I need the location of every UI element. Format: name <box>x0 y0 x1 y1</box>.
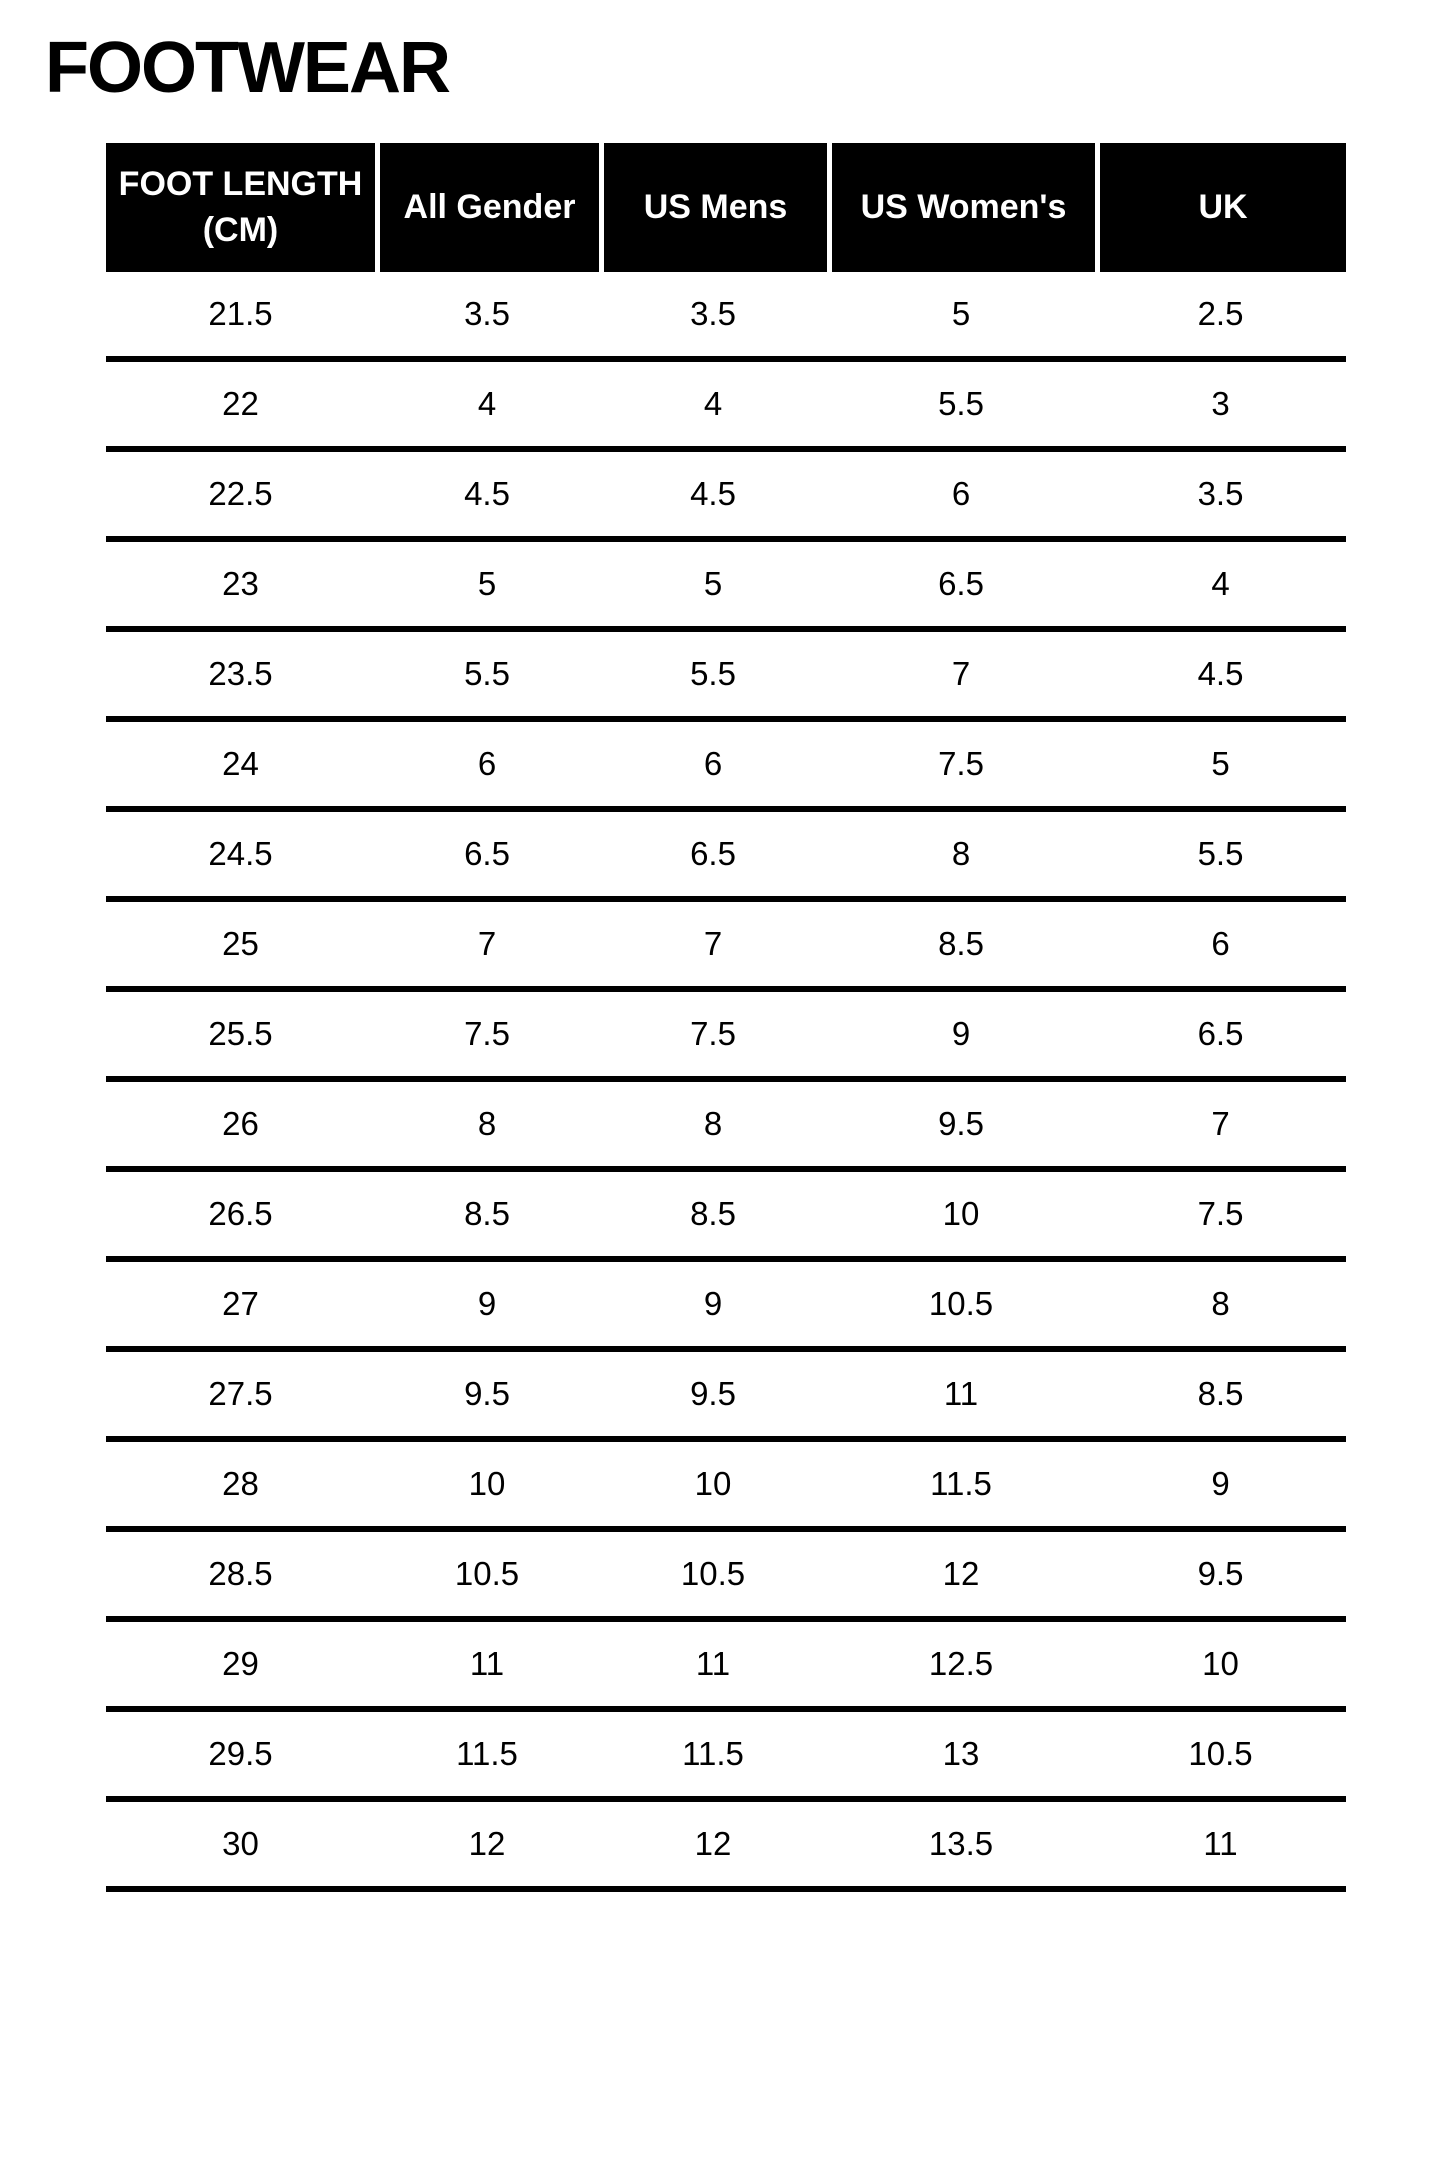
cell-uk: 6.5 <box>1197 1015 1244 1052</box>
cell-all-gender: 6 <box>477 745 497 782</box>
cell-foot-length-cm: 22 <box>222 385 259 422</box>
table-row <box>106 272 1346 362</box>
cell-foot-length-cm: 23 <box>222 565 259 602</box>
cell-foot-length-cm: 24 <box>222 745 259 782</box>
cell-all-gender: 11 <box>469 1645 505 1682</box>
cell-all-gender: 11.5 <box>456 1735 518 1772</box>
cell-us-mens: 10 <box>694 1465 732 1502</box>
cell-us-womens: 10.5 <box>928 1285 994 1322</box>
cell-us-womens: 12 <box>942 1555 980 1592</box>
page-title: FOOTWEAR <box>45 28 449 108</box>
cell-us-womens: 9 <box>951 1015 971 1052</box>
cell-uk: 9 <box>1211 1465 1230 1502</box>
cell-foot-length-cm: 24.5 <box>208 835 273 872</box>
cell-us-mens: 6.5 <box>690 835 736 872</box>
table-row <box>106 1082 1346 1172</box>
table-row <box>106 1352 1346 1442</box>
cell-us-mens: 10.5 <box>680 1555 746 1592</box>
cell-all-gender: 9 <box>477 1285 497 1322</box>
cell-us-womens: 6.5 <box>938 565 984 602</box>
cell-us-womens: 13.5 <box>928 1825 994 1862</box>
table-header-row <box>106 143 1346 272</box>
cell-foot-length-cm: 26.5 <box>208 1195 273 1232</box>
cell-all-gender: 3.5 <box>464 295 510 332</box>
cell-us-womens: 10 <box>942 1195 980 1232</box>
cell-uk: 8 <box>1211 1285 1230 1322</box>
cell-us-mens: 6 <box>703 745 723 782</box>
column-header-us-womens: US Women's <box>827 143 1095 272</box>
cell-us-womens: 8.5 <box>938 925 984 962</box>
cell-uk: 11 <box>1203 1825 1238 1862</box>
column-header-us-mens: US Mens <box>599 143 827 272</box>
cell-uk: 8.5 <box>1197 1375 1244 1412</box>
cell-uk: 10.5 <box>1188 1735 1253 1772</box>
table-row <box>106 1532 1346 1622</box>
cell-uk: 3 <box>1211 385 1230 422</box>
column-header-all-gender: All Gender <box>375 143 599 272</box>
cell-us-mens: 7.5 <box>690 1015 736 1052</box>
table-row <box>106 542 1346 632</box>
cell-us-womens: 5 <box>951 295 971 332</box>
cell-us-mens: 11 <box>695 1645 731 1682</box>
cell-us-mens: 3.5 <box>690 295 736 332</box>
cell-uk: 4 <box>1211 565 1230 602</box>
size-chart-table <box>106 143 1346 1892</box>
table-row <box>106 362 1346 452</box>
cell-uk: 3.5 <box>1197 475 1244 512</box>
cell-us-womens: 11.5 <box>930 1465 992 1502</box>
cell-foot-length-cm: 22.5 <box>208 475 273 512</box>
cell-all-gender: 10 <box>468 1465 506 1502</box>
table-row <box>106 1802 1346 1892</box>
cell-us-womens: 12.5 <box>928 1645 994 1682</box>
cell-us-womens: 8 <box>951 835 971 872</box>
cell-us-womens: 5.5 <box>938 385 984 422</box>
cell-all-gender: 4 <box>477 385 497 422</box>
table-row <box>106 452 1346 542</box>
cell-foot-length-cm: 25 <box>222 925 259 962</box>
cell-us-mens: 8.5 <box>690 1195 736 1232</box>
cell-all-gender: 5 <box>477 565 497 602</box>
cell-all-gender: 8 <box>477 1105 497 1142</box>
cell-us-mens: 4.5 <box>690 475 736 512</box>
cell-uk: 10 <box>1202 1645 1239 1682</box>
cell-us-womens: 7.5 <box>938 745 984 782</box>
cell-us-mens: 11.5 <box>682 1735 744 1772</box>
column-header-foot-length-cm: FOOT LENGTH (CM) <box>118 164 363 249</box>
table-row <box>106 902 1346 992</box>
cell-uk: 5.5 <box>1197 835 1244 872</box>
cell-foot-length-cm: 25.5 <box>208 1015 273 1052</box>
cell-us-womens: 7 <box>951 655 971 692</box>
cell-uk: 2.5 <box>1197 295 1244 332</box>
cell-foot-length-cm: 21.5 <box>208 295 273 332</box>
cell-all-gender: 7 <box>477 925 497 962</box>
cell-all-gender: 4.5 <box>464 475 510 512</box>
cell-us-mens: 9 <box>703 1285 723 1322</box>
table-row <box>106 1622 1346 1712</box>
cell-us-mens: 7 <box>703 925 723 962</box>
table-row <box>106 812 1346 902</box>
cell-all-gender: 9.5 <box>464 1375 510 1412</box>
cell-all-gender: 7.5 <box>464 1015 510 1052</box>
cell-foot-length-cm: 26 <box>222 1105 259 1142</box>
cell-all-gender: 10.5 <box>454 1555 520 1592</box>
cell-foot-length-cm: 30 <box>222 1825 259 1862</box>
table-row <box>106 632 1346 722</box>
cell-us-womens: 11 <box>943 1375 979 1412</box>
cell-all-gender: 8.5 <box>464 1195 510 1232</box>
cell-us-mens: 5 <box>703 565 723 602</box>
table-row <box>106 992 1346 1082</box>
cell-us-mens: 12 <box>694 1825 732 1862</box>
cell-foot-length-cm: 23.5 <box>208 655 273 692</box>
cell-uk: 5 <box>1211 745 1230 782</box>
cell-us-womens: 13 <box>942 1735 980 1772</box>
table-row <box>106 1712 1346 1802</box>
cell-foot-length-cm: 28.5 <box>208 1555 273 1592</box>
cell-foot-length-cm: 29 <box>222 1645 259 1682</box>
cell-foot-length-cm: 27 <box>222 1285 259 1322</box>
cell-uk: 7.5 <box>1197 1195 1244 1232</box>
cell-us-mens: 9.5 <box>690 1375 736 1412</box>
cell-all-gender: 5.5 <box>464 655 510 692</box>
table-row <box>106 1442 1346 1532</box>
table-row <box>106 1172 1346 1262</box>
cell-foot-length-cm: 27.5 <box>208 1375 273 1412</box>
cell-foot-length-cm: 29.5 <box>208 1735 273 1772</box>
cell-us-mens: 8 <box>703 1105 723 1142</box>
cell-us-mens: 5.5 <box>690 655 736 692</box>
cell-us-womens: 9.5 <box>938 1105 984 1142</box>
cell-uk: 7 <box>1211 1105 1230 1142</box>
column-header-uk: UK <box>1095 143 1346 272</box>
cell-us-mens: 4 <box>703 385 723 422</box>
table-body <box>106 272 1346 1892</box>
cell-foot-length-cm: 28 <box>222 1465 259 1502</box>
cell-all-gender: 12 <box>468 1825 506 1862</box>
table-row <box>106 722 1346 812</box>
cell-uk: 6 <box>1211 925 1230 962</box>
cell-uk: 9.5 <box>1197 1555 1244 1592</box>
cell-uk: 4.5 <box>1197 655 1244 692</box>
cell-us-womens: 6 <box>951 475 971 512</box>
table-row <box>106 1262 1346 1352</box>
cell-all-gender: 6.5 <box>464 835 510 872</box>
